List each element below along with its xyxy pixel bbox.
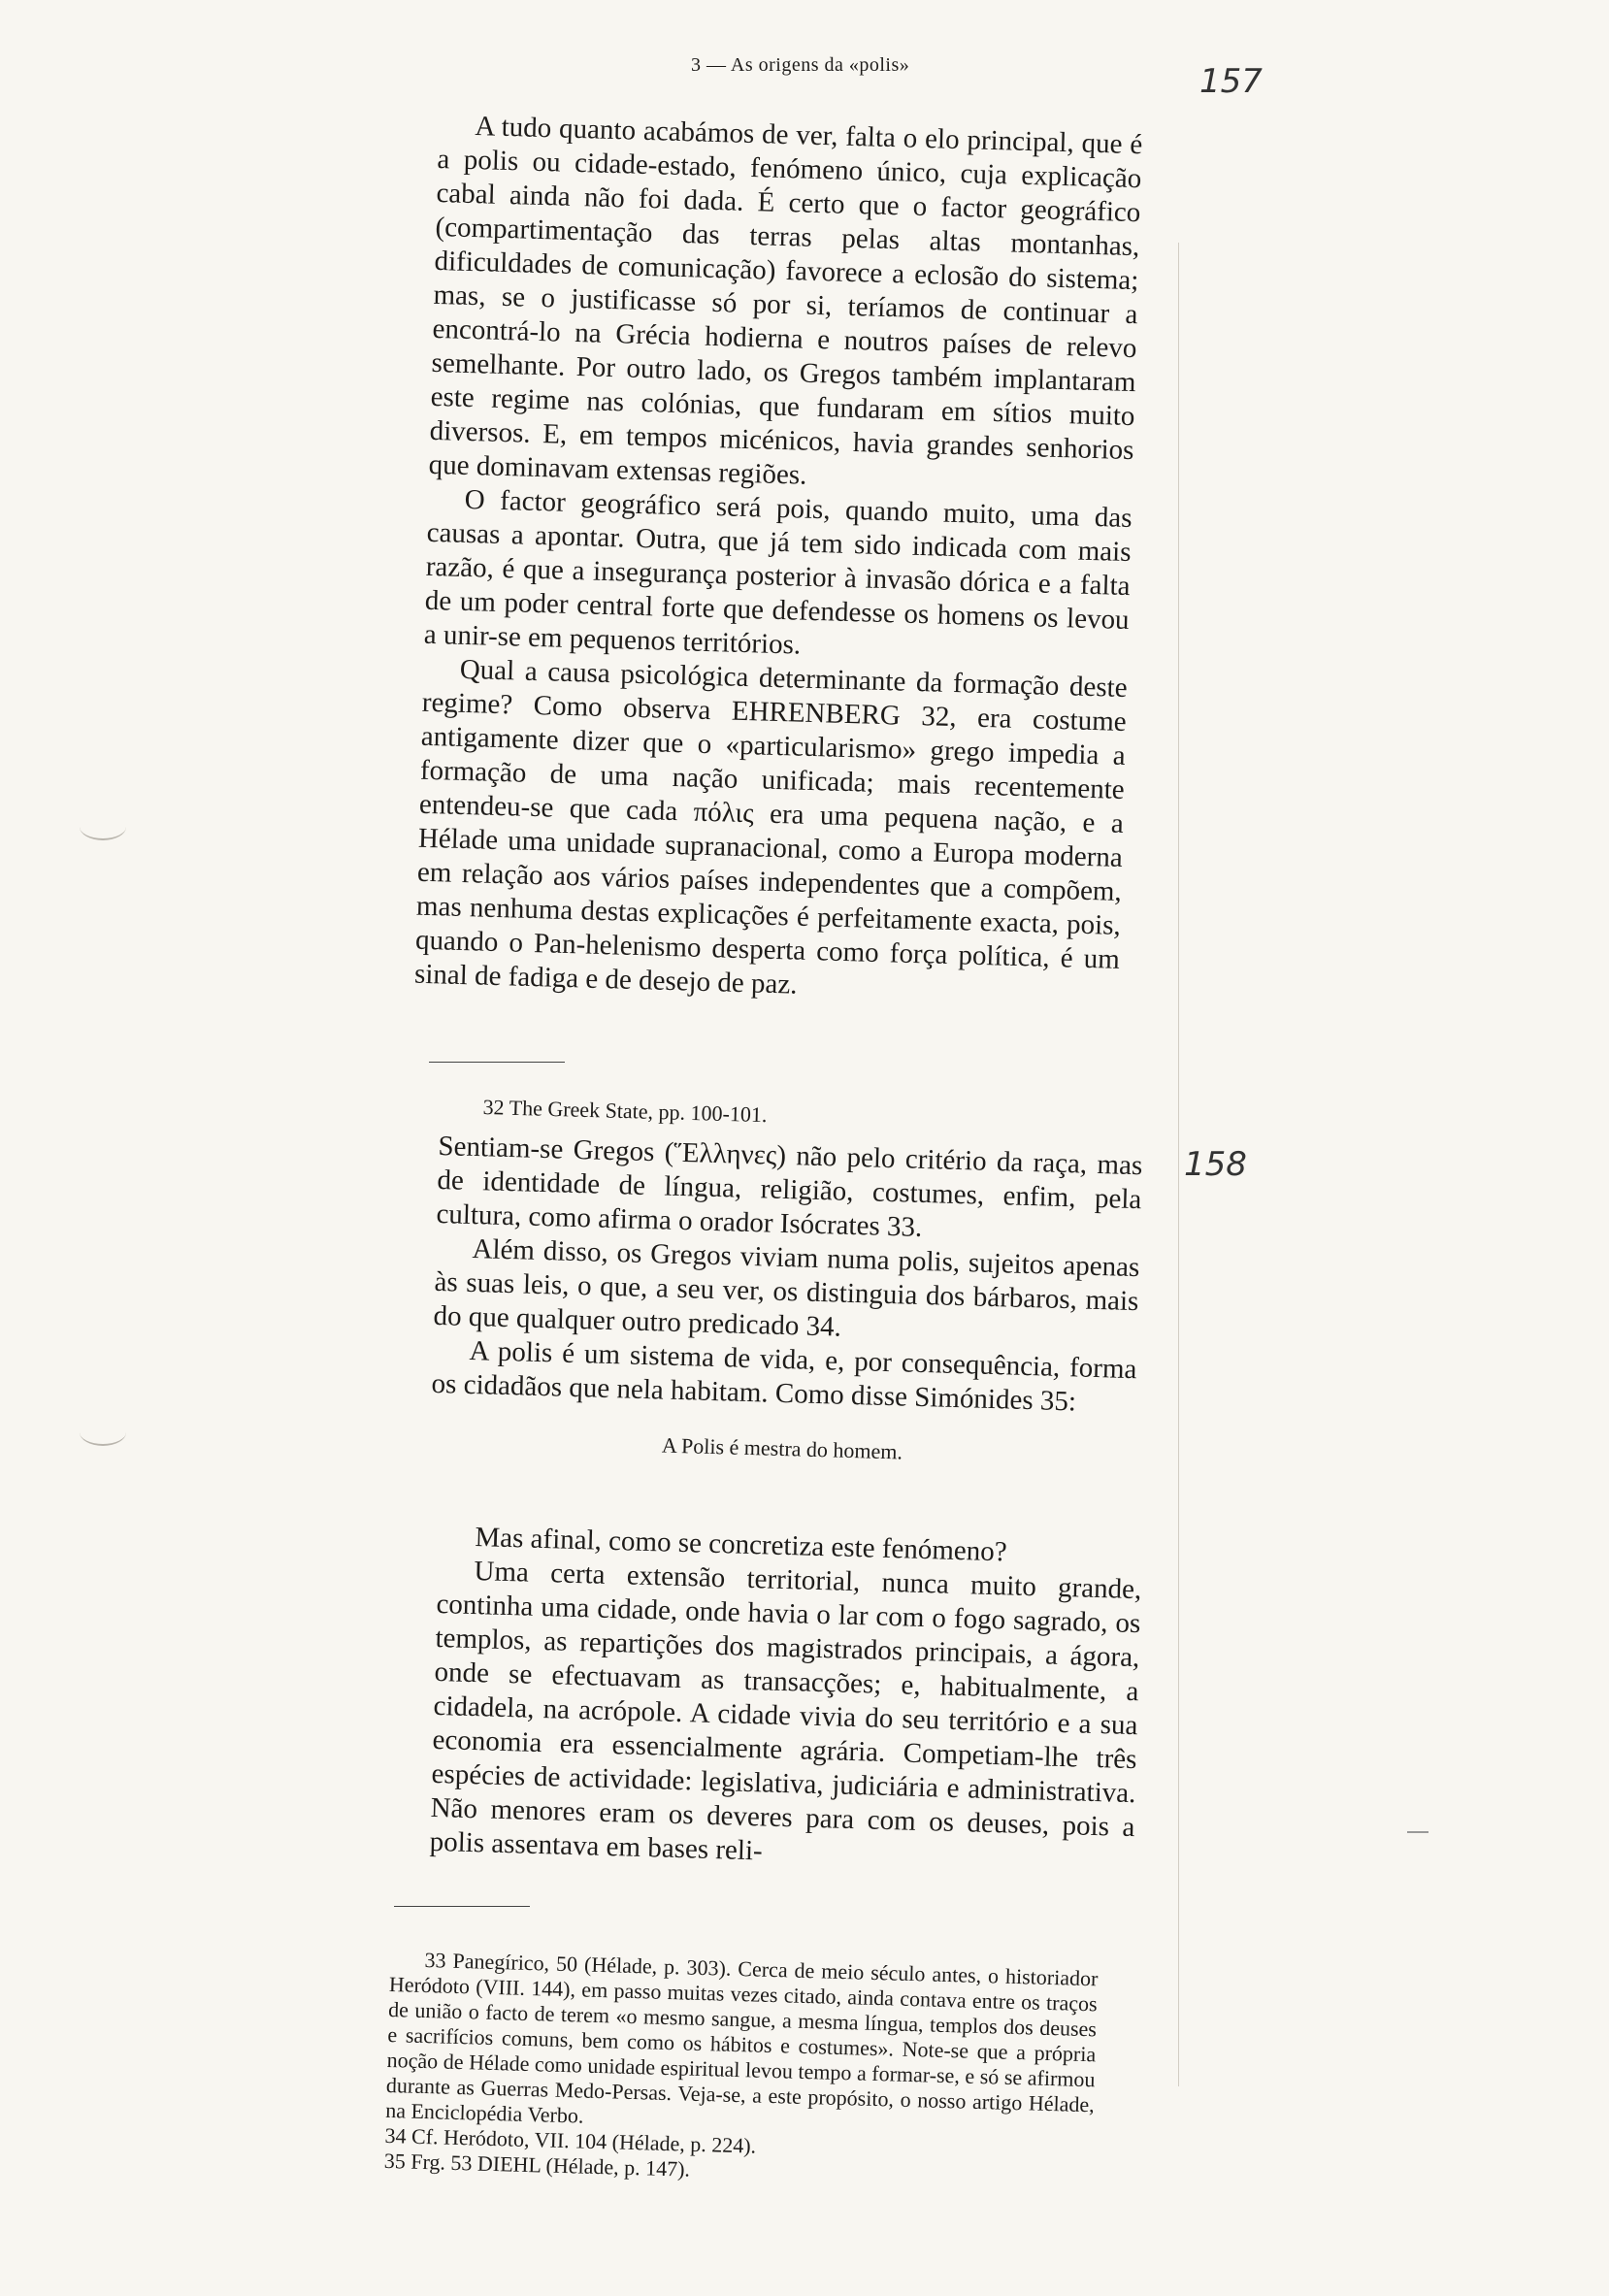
footnote: 32 The Greek State, pp. 100-101. bbox=[482, 1095, 768, 1128]
footnote-rule bbox=[394, 1906, 530, 1907]
footnote: 35 Frg. 53 DIEHL (Hélade, p. 147). bbox=[383, 2148, 691, 2181]
paragraph: O factor geográfico será pois, quando muito, uma das causas a apontar. Outra, que já tem sido indicada com mais razão, é que a insegurança posterior à invasão dórica e a falta de um poder central forte que defendesse os homens os levou a unir-se em pequenos territórios. bbox=[423, 483, 1133, 661]
paragraph: Qual a causa psicológica determinante da formação deste regime? Como observa EHRENBERG 32, era costume antigamente dizer que o «particularismo» grego impedia a formação de uma nação unificada; mais recentemente entendeu-se que cada πόλις era uma pequena nação, e a Hélade uma unidade supranacional, como a Europa moderna em relação aos vários países independentes que a compõem, mas nenhuma destas explicações é perfeitamente exacta, pois, quando o Pan-helenismo desperta como força política, é um sinal de fadiga e de desejo de paz. bbox=[413, 653, 1129, 1000]
punch-hole-mark bbox=[80, 813, 126, 840]
footnote: 33 Panegírico, 50 (Hélade, p. 303). Cerca de meio século antes, o historiador Heródoto (VIII. 144), em passo muitas vezes citado, ainda contava entre os traços de união o facto de terem «o mesmo sangue, a mesma língua, templos dos deuses e sacrifícios comuns, bem como os hábitos e costumes». Note-se que a própria noção de Hélade como unidade espiritual levou tempo a formar-se, e só se afirmou durante as Guerras Medo-Persas. Veja-se, a este propósito, o nosso artigo Hélade, na Enciclopédia Verbo. bbox=[384, 1948, 1099, 2128]
footnote-rule bbox=[429, 1062, 565, 1063]
running-header: 3 — As origens da «polis» bbox=[691, 54, 910, 76]
margin-dash bbox=[1407, 1831, 1428, 1833]
paragraph: A tudo quanto acabámos de ver, falta o elo principal, que é a polis ou cidade-estado, fenómeno único, cuja explicação cabal ainda não foi dada. É certo que o factor geográfico (compartimentação das terras pelas altas montanhas, dificuldades de comunicação) favorece a eclosão do sistema; mas, se o justificasse só por si, teríamos de continuar a encontrá-lo na Grécia hodierna e noutros países de relevo semelhante. Por outro lado, os Gregos também implantaram este regime nas colónias, que fundaram em sítios muito diversos. E, em tempos micénicos, havia grandes senhorios que dominavam extensas regiões. bbox=[428, 111, 1143, 491]
paragraph: Uma certa extensão territorial, nunca muito grande, continha uma cidade, onde havia o lar com o fogo sagrado, os templos, as repartições dos magistrados principais, a ágora, onde se efectuavam as transacções; e, habitualmente, a cidadela, na acrópole. A cidade vivia do seu território e a sua economia era essencialmente agrária. Competiam-lhe três espécies de actividade: legislativa, judiciária e administrativa. Não menores eram os deveres para com os deuses, pois a polis assentava em bases reli- bbox=[429, 1556, 1142, 1867]
epigraph-quote: A Polis é mestra do homem. bbox=[661, 1432, 903, 1464]
page-edge-line bbox=[1178, 243, 1179, 2086]
handwritten-page-number: 157 bbox=[1199, 62, 1263, 101]
body-text-block bbox=[429, 1130, 1143, 1504]
body-text-block bbox=[414, 109, 1143, 1011]
paragraph: A polis é um sistema de vida, e, por consequência, forma os cidadãos que nela habitam. Como disse Simónides 35: bbox=[431, 1334, 1137, 1418]
punch-hole-mark bbox=[80, 1419, 126, 1446]
paragraph: Sentiam-se Gregos (Ἕλληνες) não pelo critério da raça, mas de identidade de língua, religião, costumes, enfim, pela cultura, como afirma o orador Isócrates 33. bbox=[436, 1130, 1143, 1243]
footnote: 34 Cf. Heródoto, VII. 104 (Hélade, p. 224). bbox=[384, 2122, 757, 2158]
paragraph: Além disso, os Gregos viviam numa polis, sujeitos apenas às suas leis, o que, a seu ver, os distinguia dos bárbaros, mais do que qualquer outro predicado 34. bbox=[433, 1233, 1140, 1343]
body-text-block bbox=[429, 1520, 1142, 1879]
handwritten-page-number: 158 bbox=[1184, 1145, 1247, 1184]
paragraph: Mas afinal, como se concretiza este fenómeno? bbox=[475, 1522, 1008, 1568]
footnotes bbox=[383, 1947, 1098, 2193]
